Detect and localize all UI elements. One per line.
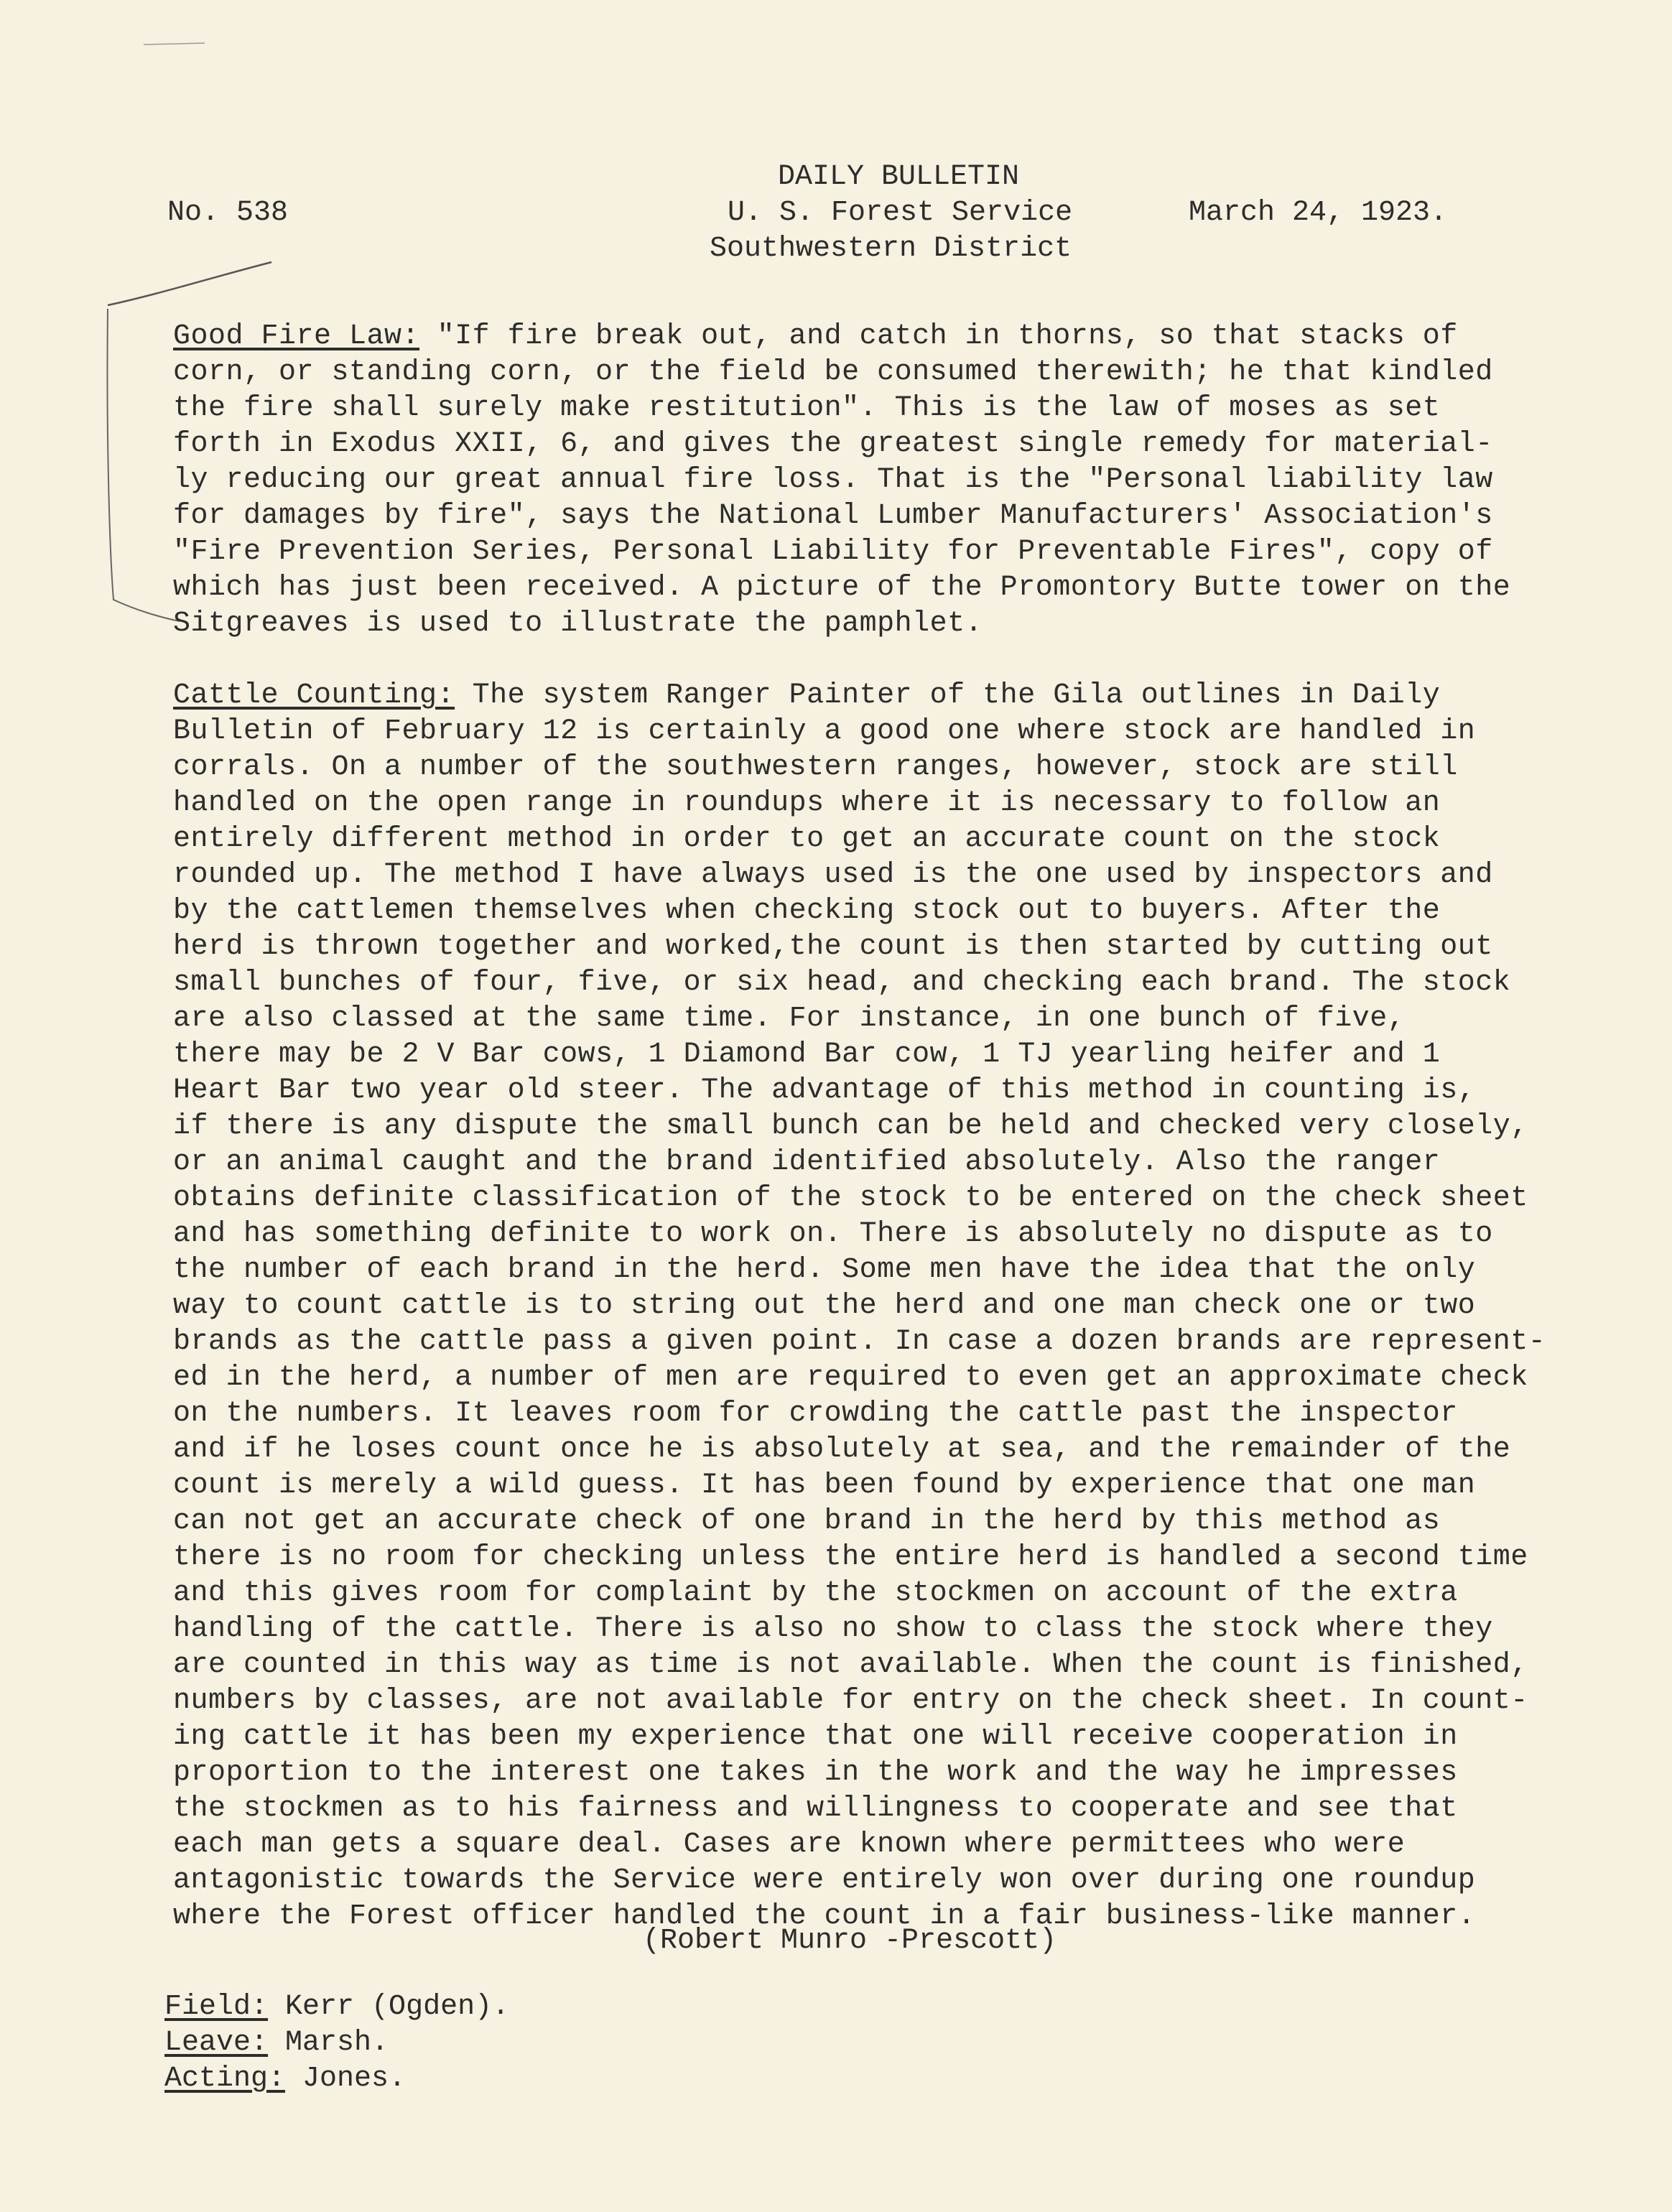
paragraph-line: the number of each brand in the herd. Some men have the idea that the only xyxy=(173,1254,1476,1286)
paragraph-line: if there is any dispute the small bunch can be held and checked very closely, xyxy=(173,1110,1528,1143)
paragraph-line: corn, or standing corn, or the field be consumed therewith; he that kindled xyxy=(173,356,1493,389)
paragraph-line: where the Forest officer handled the count in a fair business-like manner. xyxy=(173,1900,1476,1933)
paragraph-line: way to count cattle is to string out the herd and one man check one or two xyxy=(173,1290,1476,1322)
paragraph-line: the fire shall surely make restitution". This is the law of moses as set xyxy=(173,392,1441,424)
paragraph-line: Sitgreaves is used to illustrate the pamphlet. xyxy=(173,608,983,640)
paragraph-line: or an animal caught and the brand identified absolutely. Also the ranger xyxy=(173,1146,1441,1179)
agency-name: U. S. Forest Service xyxy=(728,197,1073,229)
paragraph-line: and has something definite to work on. There is absolutely no dispute as to xyxy=(173,1218,1493,1250)
paragraph-line: corrals. On a number of the southwestern ranges, however, stock are still xyxy=(173,751,1458,784)
paragraph-line: and this gives room for complaint by the stockmen on account of the extra xyxy=(173,1577,1458,1609)
bulletin-title: DAILY BULLETIN xyxy=(778,161,1020,193)
paragraph-line: entirely different method in order to get an accurate count on the stock xyxy=(173,823,1441,855)
paragraph-line: forth in Exodus XXII, 6, and gives the greatest single remedy for material- xyxy=(173,428,1493,460)
paragraph-line: for damages by fire", says the National Lumber Manufacturers' Association's xyxy=(173,500,1493,532)
paragraph-line: handled on the open range in roundups where it is necessary to follow an xyxy=(173,787,1441,819)
field-label: Field: xyxy=(164,1991,269,2023)
paragraph-line: small bunches of four, five, or six head, and checking each brand. The stock xyxy=(173,967,1511,999)
bulletin-number: No. 538 xyxy=(167,197,289,229)
paragraph-line: brands as the cattle pass a given point. In case a dozen brands are represent- xyxy=(173,1326,1546,1358)
paragraph-line: there is no room for checking unless the entire herd is handled a second time xyxy=(173,1541,1528,1574)
paragraph-line: herd is thrown together and worked,the count is then started by cutting out xyxy=(173,931,1493,963)
paragraph-line: on the numbers. It leaves room for crowding the cattle past the inspector xyxy=(173,1398,1458,1430)
paragraph-line: each man gets a square deal. Cases are known where permittees who were xyxy=(173,1828,1406,1861)
paragraph-line: The system Ranger Painter of the Gila outlines in Daily xyxy=(455,679,1441,712)
leave-value: Marsh. xyxy=(268,2027,389,2059)
author-signature: (Robert Munro -Prescott) xyxy=(643,1925,1057,1957)
paragraph-line: ed in the herd, a number of men are required to even get an approximate check xyxy=(173,1362,1528,1394)
paragraph-line: ing cattle it has been my experience that one will receive cooperation in xyxy=(173,1721,1458,1753)
paragraph-line: and if he loses count once he is absolutely at sea, and the remainder of the xyxy=(173,1433,1511,1466)
paragraph-line: proportion to the interest one takes in the work and the way he impresses xyxy=(173,1757,1458,1789)
field-value: Kerr (Ogden). xyxy=(268,1991,510,2023)
acting-line xyxy=(164,2061,406,2097)
paragraph-line: "If fire break out, and catch in thorns, so that stacks of xyxy=(419,320,1458,353)
leave-label: Leave: xyxy=(164,2027,269,2059)
paragraph-line: there may be 2 V Bar cows, 1 Diamond Bar cow, 1 TJ yearling heifer and 1 xyxy=(173,1038,1441,1071)
paragraph-line: Heart Bar two year old steer. The advantage of this method in counting is, xyxy=(173,1074,1476,1107)
paragraph-line: handling of the cattle. There is also no show to class the stock where they xyxy=(173,1613,1493,1645)
paragraph-line: numbers by classes, are not available for entry on the check sheet. In count- xyxy=(173,1685,1528,1717)
paragraph-line: are also classed at the same time. For instance, in one bunch of five, xyxy=(173,1003,1406,1035)
acting-label: Acting: xyxy=(164,2063,286,2095)
paragraph-line: which has just been received. A picture of the Promontory Butte tower on the xyxy=(173,572,1511,604)
district-name: Southwestern District xyxy=(710,233,1072,265)
paragraph-line: can not get an accurate check of one brand in the herd by this method as xyxy=(173,1505,1441,1538)
paragraph-line: by the cattlemen themselves when checking stock out to buyers. After the xyxy=(173,895,1441,927)
fire-law-heading: Good Fire Law: xyxy=(173,320,420,353)
paragraph-line: "Fire Prevention Series, Personal Liability for Preventable Fires", copy of xyxy=(173,536,1493,568)
paragraph-line: antagonistic towards the Service were entirely won over during one roundup xyxy=(173,1864,1476,1897)
paragraph-line: ly reducing our great annual fire loss. That is the "Personal liability law xyxy=(173,464,1493,496)
paragraph-line: Bulletin of February 12 is certainly a good one where stock are handled in xyxy=(173,715,1476,748)
acting-value: Jones. xyxy=(285,2063,407,2095)
cattle-heading: Cattle Counting: xyxy=(173,679,455,712)
paragraph-line: rounded up. The method I have always used is the one used by inspectors and xyxy=(173,859,1493,891)
bulletin-date: March 24, 1923. xyxy=(1189,197,1448,229)
paragraph-line: count is merely a wild guess. It has been found by experience that one man xyxy=(173,1469,1476,1502)
paragraph-line: the stockmen as to his fairness and willingness to cooperate and see that xyxy=(173,1793,1458,1825)
field-line xyxy=(164,1989,509,2025)
paragraph-line: obtains definite classification of the stock to be entered on the check sheet xyxy=(173,1182,1528,1214)
leave-line xyxy=(164,2025,389,2061)
paragraph-line: are counted in this way as time is not available. When the count is finished, xyxy=(173,1649,1528,1681)
